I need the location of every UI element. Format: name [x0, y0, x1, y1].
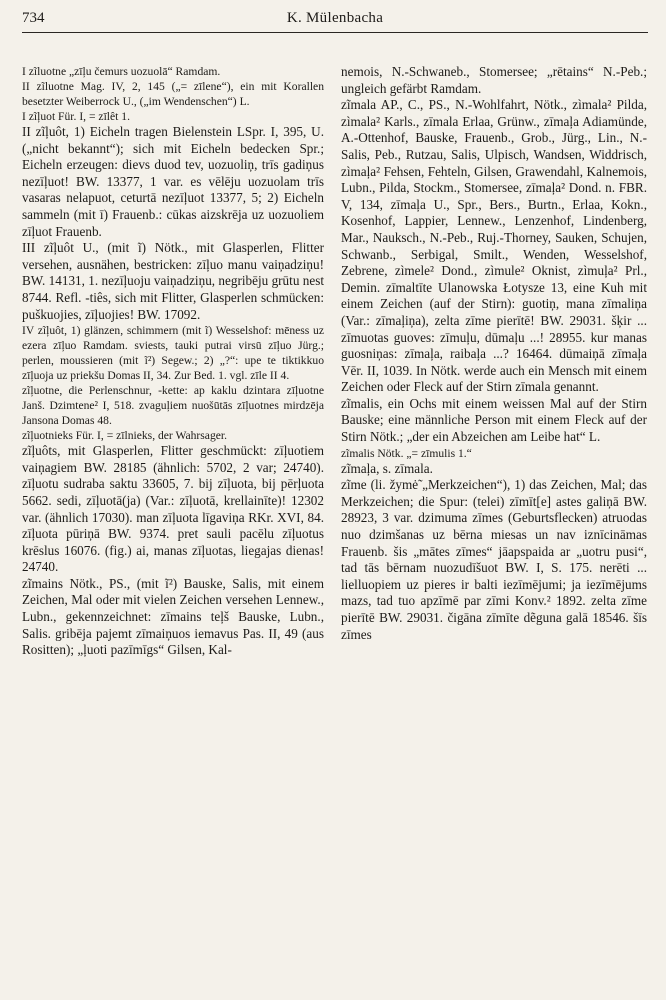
- entry: I zĩļuot Für. I, = zīlêt 1.: [22, 110, 130, 123]
- entry: III zĩļuôt U., (mit ĩ) Nötk., mit Glasperlen, Flitter versehen, ausnähen, bestricken: zīļuo manu vaiņadziņu! BW. 14131, 1. nezīļuoju vaiņadziņu, negribēju grūtu nest 8744. Refl. -tiês, sich mit Flitter, Glasperlen schmücken: puškuojies, zīļuojies! BW. 17092.: [22, 240, 324, 322]
- entry: zĩļuotne, die Perlenschnur, -kette: ap kaklu dzintara zīļuotne Janš. Dzimtene² I, 518. zvaguļiem nuošūtās zīļuotnes mirdzēja Jansona Domas 48.: [22, 384, 324, 428]
- entry: II zĩļuôt, 1) Eicheln tragen Bielenstein LSpr. I, 395, U. („nicht bekannt“); sich mit Eicheln bedecken Spr.; Eicheln erzeugen: dievs duod tev, uozuoliņ, trīs gadiņus nezīļuot! BW. 13377, 1 var. es vēlēju uozuolam trīs vasaras nelapuot, ceturtā nezīļuot 13377, 5; 2) Eicheln sammeln (mit ī) Frauenb.: cūkas aizskrēja uz uozuoliem zīļuot Frauenb.: [22, 124, 324, 239]
- entry: IV zĩļuôt, 1) glänzen, schimmern (mit ĩ) Wesselshof: mēness uz ezera zīļuo Ramdam. sviests, tauki putrai virsū zīļuo Jürg.; perlen, moussieren (mit ĩ²) Segew.; 2) „?“: upe te tiktikkuo zīļuoja uz priekšu Domas II, 34. Zur Bed. 1. vgl. zīle II 4.: [22, 324, 324, 383]
- left-column: [22, 64, 324, 994]
- page-header: [22, 6, 648, 33]
- entry: zĩļuôts, mit Glasperlen, Flitter geschmückt: zīļuotiem vaiņagiem BW. 28185 (ähnlich: 5702, 2 var; 24740). zīļuotu sudraba saktu 33605, 7. bij zīļuota, bij pērļuota 5662. sedi, zīļuotā(ja) (Var.: zīļuotā, krellainīte)! 12302 var. (ähnlich 17030). man zīļuota līgaviņa RKr. XVI, 84. zīļuota pūriņā BW. 9374. pret sauli pacēlu zīļuotus krēslus 16076. (fig.) ai, manas zīļuotas, liegajas dienas! 24740.: [22, 443, 324, 575]
- running-title: K. Mülenbacha: [286, 10, 384, 26]
- entry: zĩļuotnieks Für. I, = zīlnieks, der Wahrsager.: [22, 429, 228, 443]
- entry: II zĩluotne Mag. IV, 2, 145 („= zīlene“), ein mit Korallen besetzter Weiberrock U., („im Wendenschen“) L.: [22, 80, 324, 108]
- right-column: [341, 64, 647, 994]
- entry: zĩmalis Nötk. „= zīmulis 1.“: [341, 446, 472, 460]
- page-number: 734: [22, 10, 45, 26]
- entry: I zĩluotne „zīļu čemurs uozuolā“ Ramdam.: [22, 65, 221, 78]
- entry: zĩmalis, ein Ochs mit einem weissen Mal auf der Stirn Bauske; eine männliche Person mit einem Fleck auf der Stirn Nötk.; „der ein Abzeichen am Leibe hat“ L.: [341, 395, 647, 445]
- entry: zĩmaļa, s. zīmala.: [341, 460, 433, 476]
- entry: zĩmala AP., C., PS., N.-Wohlfahrt, Nötk., zìmala² Pilda, zìmala² Karls., zīmala Erlaa, Grünw., zīmaļa Adiamünde, A.-Ottenhof, Bauske, Frauenb., Grob., Jürg., Lin., N.-Salis, Peb., Rutzau, Salis, Ulpisch, Wandsen, Widdrisch, zìmaļa² Fehsen, Fehteln, Gilsen, Grawendahl, Kalnemois, Lubn., Pilda, Stockm., Stomersee, zīmaļa² Dond. n. FBR. V, 134, zīmaļa U., Spr., Bers., Burtn., Erlaa, Kokn., Kosenhof, Lappier, Lennew., Lenzenhof, Lindenberg, Mar., Nauksch., N.-Peb., Ruj.-Thorney, Sauken, Schujen, Schwanb., Serbigal, Smilt., Wenden, Wesselshof, Zebrene, zìmele² Dond., zìmule² Oknist, zìmuļa² Prl., Demin. zīmaltīte Ulanowska Łotysze 13, eine Kuh mit einem Zeichen (auf der Stirn): guotiņ, mana zīmaliņa (Var.: zīmaļiņa), zelta zīme pierītē! BW. 29031. šķir ... zīmuotas guoves: zīmuļu, dūmaļu ...! 28955. kur manas guosniņas: zīmaļa, raibaļa ...? 16464. dūmaiņā zīmaļa Vēr. II, 1039. In Nötk. werde auch ein Mensch mit einem Zeichen oder Fleck auf der Stirn zīmala genannt.: [341, 97, 647, 395]
- entry: zĩmains Nötk., PS., (mit ĩ²) Bauske, Salis, mit einem Zeichen, Mal oder mit vielen Zeichen versehen Lennew., Lubn., gekennzeichnet: zīmains teļš Bauske, Lubn., Salis. gribēja pajemt zīmaiņuos iemavus Pas. II, 49 (aus Rositten); „ļuoti pazīmīgs“ Gilsen, Kal-: [22, 575, 324, 658]
- entry: nemois, N.-Schwaneb., Stomersee; „rētains“ N.-Peb.; ungleich gefärbt Ramdam.: [341, 64, 647, 96]
- entry: zĩme (li. žymė̃ „Merkzeichen“), 1) das Zeichen, Mal; das Merkzeichen; die Spur: (telei) zīmīt[e] astes galiņā BW. 28923, 3 var. dzimuma zīmes (Geburtsflecken) atruodas nuo dzimšanas uz bērna miesas un nav iznīcināmas Frauenb. šis „mātes zīmes“ jāapspaida ar „uotru pusi“, tad tās bērnam nuozudīšuot BW. I, S. 175. nerēti ... lielluopiem uz pieres ir balti iezīmējumi; ja iezīmējums mazs, tad tuo apzīmē par zīmi Konv.² 1892. zelta zīme pierītē BW. 29031. čigāna zīmīte dẽguna galā 18546. šīs zīmes: [341, 477, 647, 642]
